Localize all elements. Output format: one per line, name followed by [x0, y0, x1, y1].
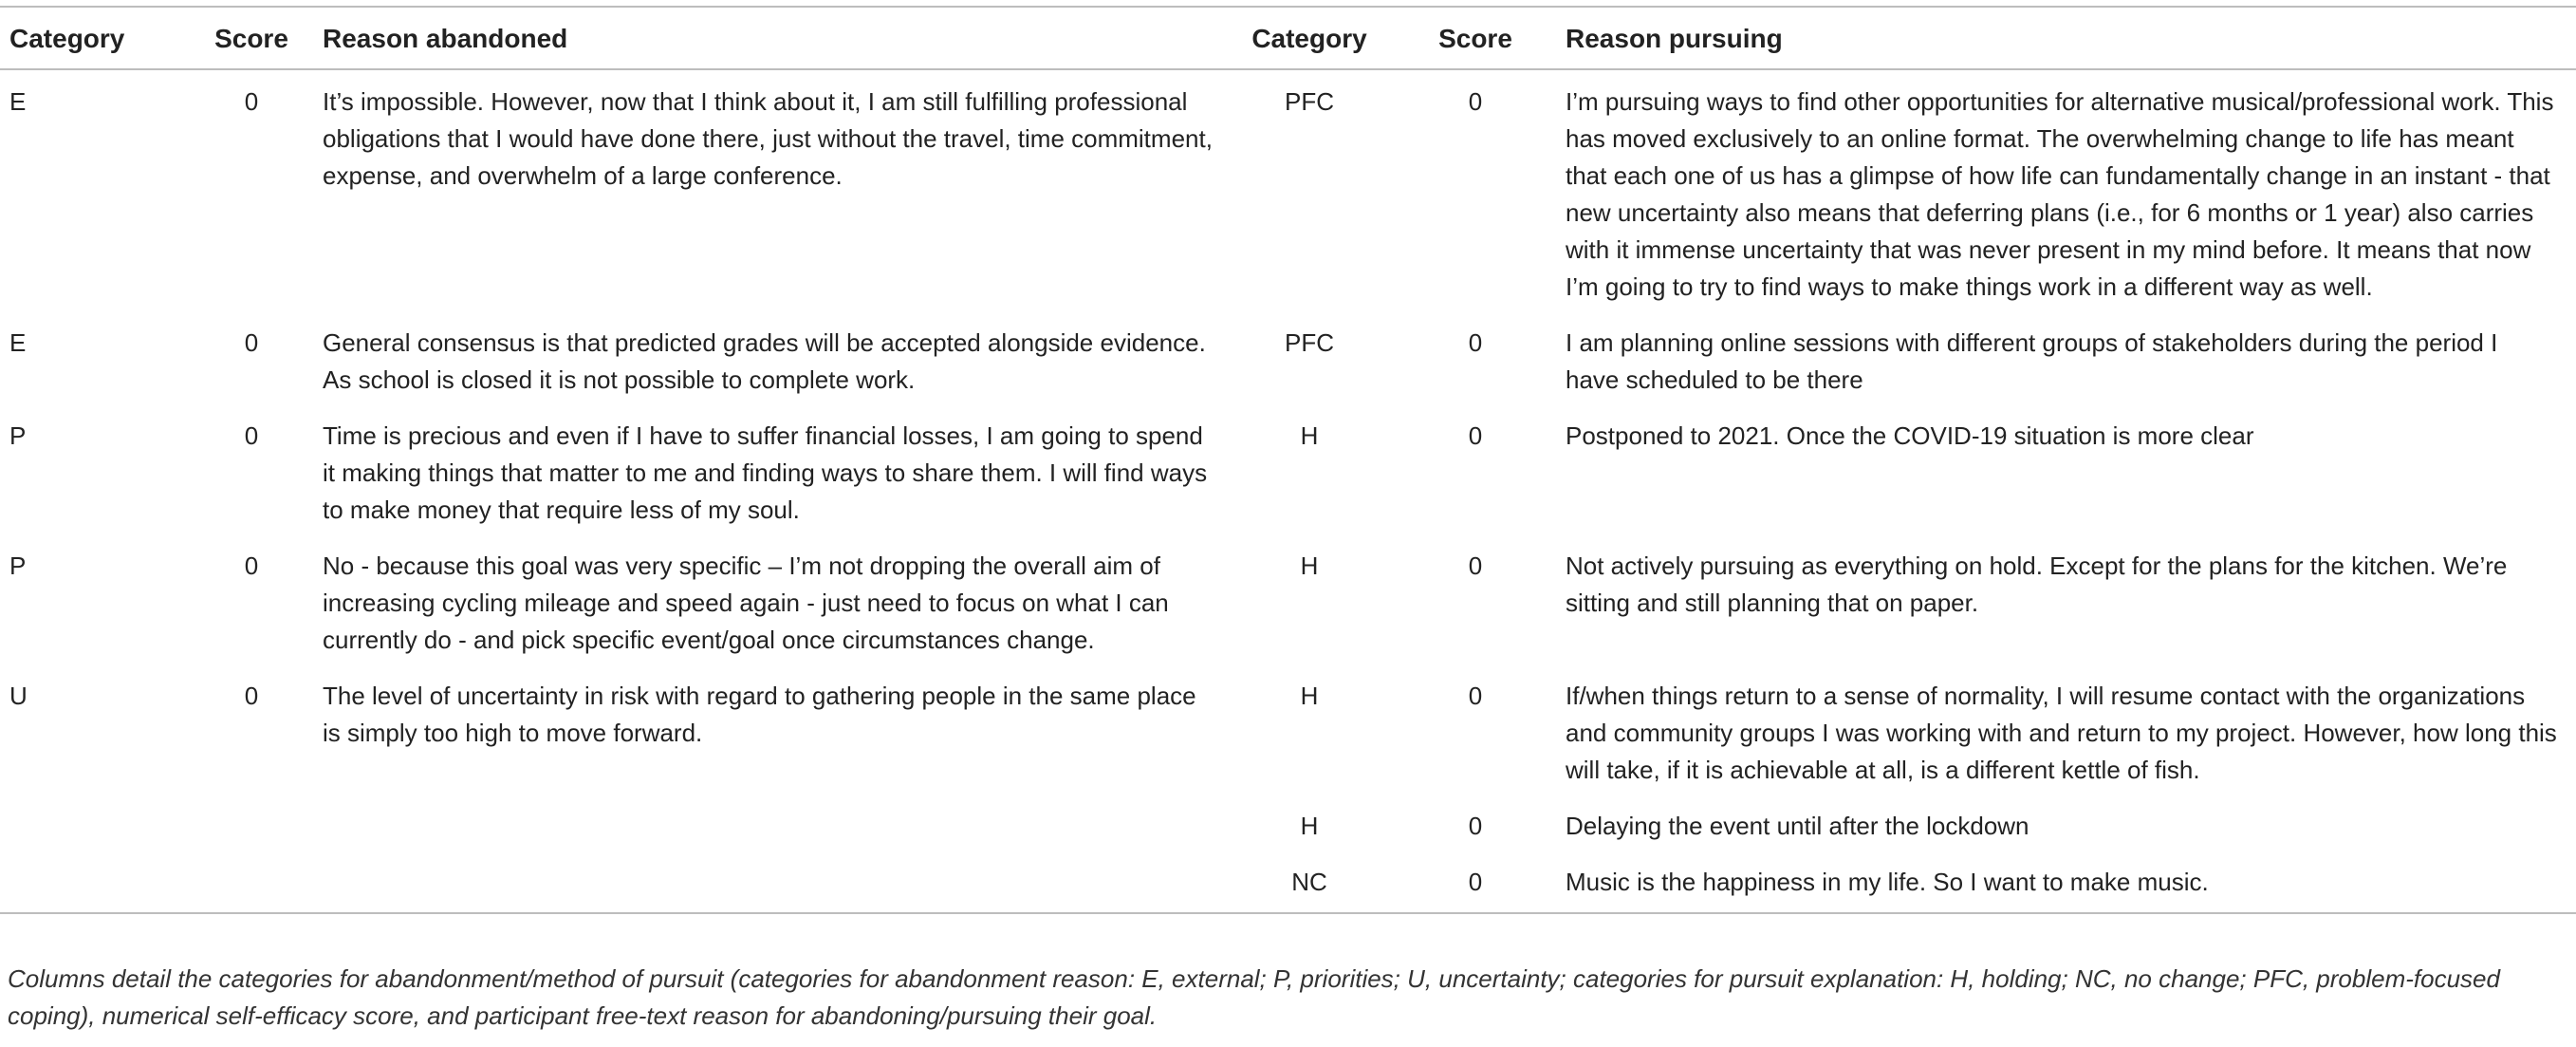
cell-score-pursuing: 0 [1468, 421, 1483, 450]
table-row [0, 315, 2576, 408]
header-reason-pursuing: Reason pursuing [1566, 7, 2576, 69]
cell-reason-abandoned: It’s impossible. However, now that I think about it, I am still fulfilling professional obligations that I would have done there, just without the travel, time commitment, expense, and overwhelm of a large conference. [323, 87, 1213, 190]
cell-category-abandoned: P [9, 421, 27, 450]
cell-reason-pursuing: Postponed to 2021. Once the COVID-19 situation is more clear [1566, 421, 2254, 450]
cell-category-pursuing: H [1300, 812, 1319, 840]
cell-reason-abandoned: The level of uncertainty in risk with regard to gathering people in the same place is simply too high to move forward. [323, 682, 1196, 747]
cell-category-abandoned [0, 798, 180, 854]
cell-score-abandoned: 0 [244, 421, 259, 450]
table-header-row [0, 7, 2576, 69]
table-row [0, 798, 2576, 854]
cell-reason-abandoned: Time is precious and even if I have to suffer financial losses, I am going to spend it making things that matter to me and finding ways to share them. I will find ways to make money that require less of my soul. [323, 421, 1208, 524]
cell-category-abandoned: E [9, 87, 27, 116]
cell-score-abandoned [180, 854, 323, 913]
cell-score-pursuing: 0 [1468, 812, 1483, 840]
cell-score-pursuing: 0 [1468, 552, 1483, 580]
cell-category-abandoned: P [9, 552, 27, 580]
cell-reason-pursuing: I am planning online sessions with different groups of stakeholders during the period I have scheduled to be there [1566, 328, 2498, 394]
cell-reason-abandoned [323, 854, 1233, 913]
cell-score-pursuing: 0 [1468, 87, 1483, 116]
table-row [0, 538, 2576, 668]
goals-table [0, 6, 2576, 914]
cell-reason-abandoned: General consensus is that predicted grades will be accepted alongside evidence. As school is closed it is not possible to complete work. [323, 328, 1206, 394]
cell-score-abandoned: 0 [244, 682, 259, 710]
cell-category-pursuing: PFC [1285, 87, 1334, 116]
cell-reason-pursuing: Not actively pursuing as everything on hold. Except for the plans for the kitchen. We’re sitting and still planning that on paper. [1566, 552, 2508, 617]
cell-score-abandoned [180, 798, 323, 854]
header-category-pursuing: Category [1233, 7, 1385, 69]
cell-score-pursuing: 0 [1385, 854, 1566, 913]
cell-reason-abandoned [323, 798, 1233, 854]
header-reason-abandoned: Reason abandoned [323, 7, 1233, 69]
header-score-pursuing: Score [1385, 7, 1566, 69]
cell-score-abandoned: 0 [244, 87, 259, 116]
cell-category-abandoned: U [9, 682, 28, 710]
cell-category-abandoned: E [9, 328, 27, 357]
table-row [0, 408, 2576, 538]
table-row [0, 668, 2576, 798]
cell-category-pursuing: H [1300, 682, 1319, 710]
cell-category-abandoned [0, 854, 180, 913]
table-row [0, 854, 2576, 913]
header-score-abandoned: Score [180, 7, 323, 69]
cell-category-pursuing: NC [1233, 854, 1385, 913]
cell-reason-pursuing: If/when things return to a sense of normality, I will resume contact with the organizations and community groups I was working with and return to my project. However, how long this will take, if it is achievable at all, is a different kettle of fish. [1566, 682, 2557, 784]
cell-score-abandoned: 0 [244, 552, 259, 580]
cell-category-pursuing: H [1300, 552, 1319, 580]
cell-score-abandoned: 0 [244, 328, 259, 357]
header-category-abandoned: Category [0, 7, 180, 69]
cell-category-pursuing: H [1300, 421, 1319, 450]
cell-score-pursuing: 0 [1468, 328, 1483, 357]
cell-reason-abandoned: No - because this goal was very specific – I’m not dropping the overall aim of increasing cycling mileage and speed again - just need to focus on what I can currently do - and pick specific event/goal once circumstances change. [323, 552, 1169, 654]
cell-reason-pursuing: I’m pursuing ways to find other opportunities for alternative musical/professional work. This has moved exclusively to an online format. The overwhelming change to life has meant that each one of us has a glimpse of how life can fundamentally change in an instant - that new uncertainty also means that deferring plans (i.e., for 6 months or 1 year) also carries with it immense uncertainty that was never present in my mind before. It means that now I’m going to try to find ways to make things work in a different way as well. [1566, 87, 2554, 301]
cell-category-pursuing: PFC [1285, 328, 1334, 357]
cell-reason-pursuing: Delaying the event until after the lockdown [1566, 812, 2029, 840]
table-footnote: Columns detail the categories for abandonment/method of pursuit (categories for abandonment reason: E, external; P, priorities; U, uncertainty; categories for pursuit explanation: H, holding; NC, no change; PFC, problem-focused coping), numerical self-efficacy score, and participant free-text reason for abandoning/pursuing their goal. [8, 964, 2500, 1030]
table-row [0, 69, 2576, 315]
cell-score-pursuing: 0 [1468, 682, 1483, 710]
cell-reason-pursuing: Music is the happiness in my life. So I want to make music. [1566, 854, 2576, 913]
